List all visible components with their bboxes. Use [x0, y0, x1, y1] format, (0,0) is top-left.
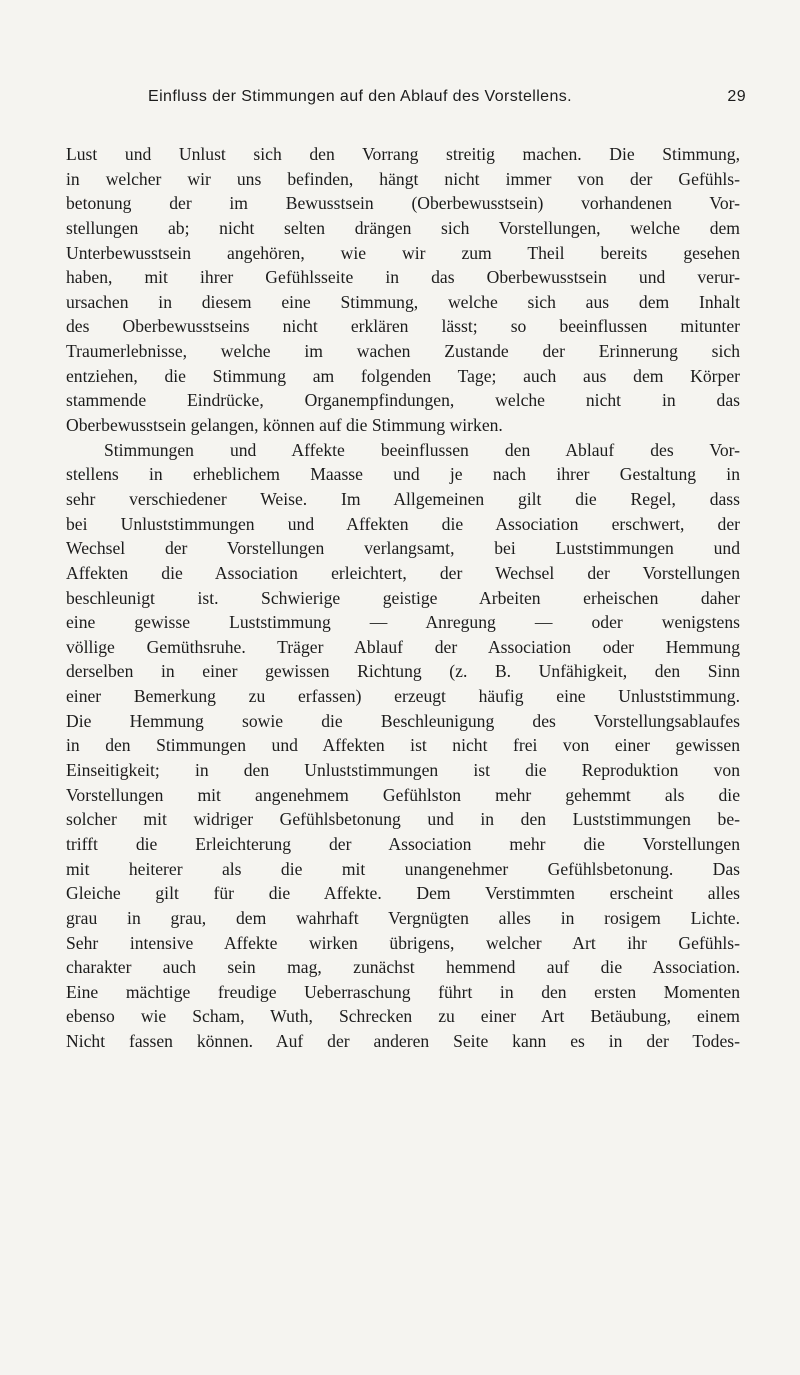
body-text: [66, 142, 740, 1054]
text-line: entziehen, die Stimmung am folgenden Tage; auch aus dem Körper: [66, 365, 740, 386]
text-line: Vorstellungen mit angenehmem Gefühlston mehr gehemmt als die: [66, 784, 740, 805]
text-line: Unterbewusstsein angehören, wie wir zum Theil bereits gesehen: [66, 242, 740, 263]
text-line: Wechsel der Vorstellungen verlangsamt, bei Luststimmungen und: [66, 538, 740, 559]
text-line: haben, mit ihrer Gefühlsseite in das Oberbewusstsein und verur-: [66, 267, 740, 288]
text-line: solcher mit widriger Gefühlsbetonung und in den Luststimmungen be-: [66, 809, 740, 830]
running-title: Einfluss der Stimmungen auf den Ablauf des Vorstellens.: [148, 88, 573, 105]
text-line: Eine mächtige freudige Ueberraschung führt in den ersten Momenten: [66, 981, 740, 1002]
paragraph-start-line: Stimmungen und Affekte beeinflussen den Ablauf des Vor-: [104, 439, 740, 460]
text-line: stellens in erheblichem Maasse und je nach ihrer Gestaltung in: [66, 464, 740, 485]
text-line: in den Stimmungen und Affekten ist nicht frei von einer gewissen: [66, 735, 740, 756]
text-line: trifft die Erleichterung der Association mehr die Vorstellungen: [66, 833, 740, 854]
text-line: in welcher wir uns befinden, hängt nicht immer von der Gefühls-: [66, 168, 740, 189]
text-line: Nicht fassen können. Auf der anderen Seite kann es in der Todes-: [66, 1031, 740, 1052]
text-line: des Oberbewusstseins nicht erklären lässt; so beeinflussen mitunter: [66, 316, 740, 337]
text-line: sehr verschiedener Weise. Im Allgemeinen gilt die Regel, dass: [66, 488, 740, 509]
text-line: ursachen in diesem eine Stimmung, welche sich aus dem Inhalt: [66, 291, 740, 312]
text-line: Traumerlebnisse, welche im wachen Zustande der Erinnerung sich: [66, 341, 740, 362]
running-header: [66, 88, 746, 112]
text-line: derselben in einer gewissen Richtung (z. B. Unfähigkeit, den Sinn: [66, 661, 740, 682]
text-line: Sehr intensive Affekte wirken übrigens, welcher Art ihr Gefühls-: [66, 932, 740, 953]
text-line: grau in grau, dem wahrhaft Vergnügten alles in rosigem Lichte.: [66, 907, 740, 928]
text-line: Die Hemmung sowie die Beschleunigung des Vorstellungsablaufes: [66, 710, 740, 731]
text-line: eine gewisse Luststimmung — Anregung — oder wenigstens: [66, 612, 740, 633]
text-line: Affekten die Association erleichtert, der Wechsel der Vorstellungen: [66, 562, 740, 583]
text-line: stammende Eindrücke, Organempfindungen, welche nicht in das: [66, 390, 740, 411]
text-line: beschleunigt ist. Schwierige geistige Arbeiten erheischen daher: [66, 587, 740, 608]
text-line: charakter auch sein mag, zunächst hemmend auf die Association.: [66, 957, 740, 978]
text-line: Oberbewusstsein gelangen, können auf die Stimmung wirken.: [66, 415, 503, 436]
page-number: 29: [727, 88, 746, 105]
text-line: betonung der im Bewusstsein (Oberbewusstsein) vorhandenen Vor-: [66, 193, 740, 214]
text-line: einer Bemerkung zu erfassen) erzeugt häufig eine Unluststimmung.: [66, 686, 740, 707]
text-line: ebenso wie Scham, Wuth, Schrecken zu einer Art Betäubung, einem: [66, 1006, 740, 1027]
text-line: Lust und Unlust sich den Vorrang streitig machen. Die Stimmung,: [66, 144, 740, 164]
text-line: völlige Gemüthsruhe. Träger Ablauf der Association oder Hemmung: [66, 636, 740, 657]
text-line: bei Unluststimmungen und Affekten die Association erschwert, der: [66, 513, 740, 534]
text-line: mit heiterer als die mit unangenehmer Gefühlsbetonung. Das: [66, 858, 740, 879]
text-line: Gleiche gilt für die Affekte. Dem Verstimmten erscheint alles: [66, 883, 740, 904]
text-line: Einseitigkeit; in den Unluststimmungen ist die Reproduktion von: [66, 760, 740, 781]
text-line: stellungen ab; nicht selten drängen sich Vorstellungen, welche dem: [66, 217, 740, 238]
